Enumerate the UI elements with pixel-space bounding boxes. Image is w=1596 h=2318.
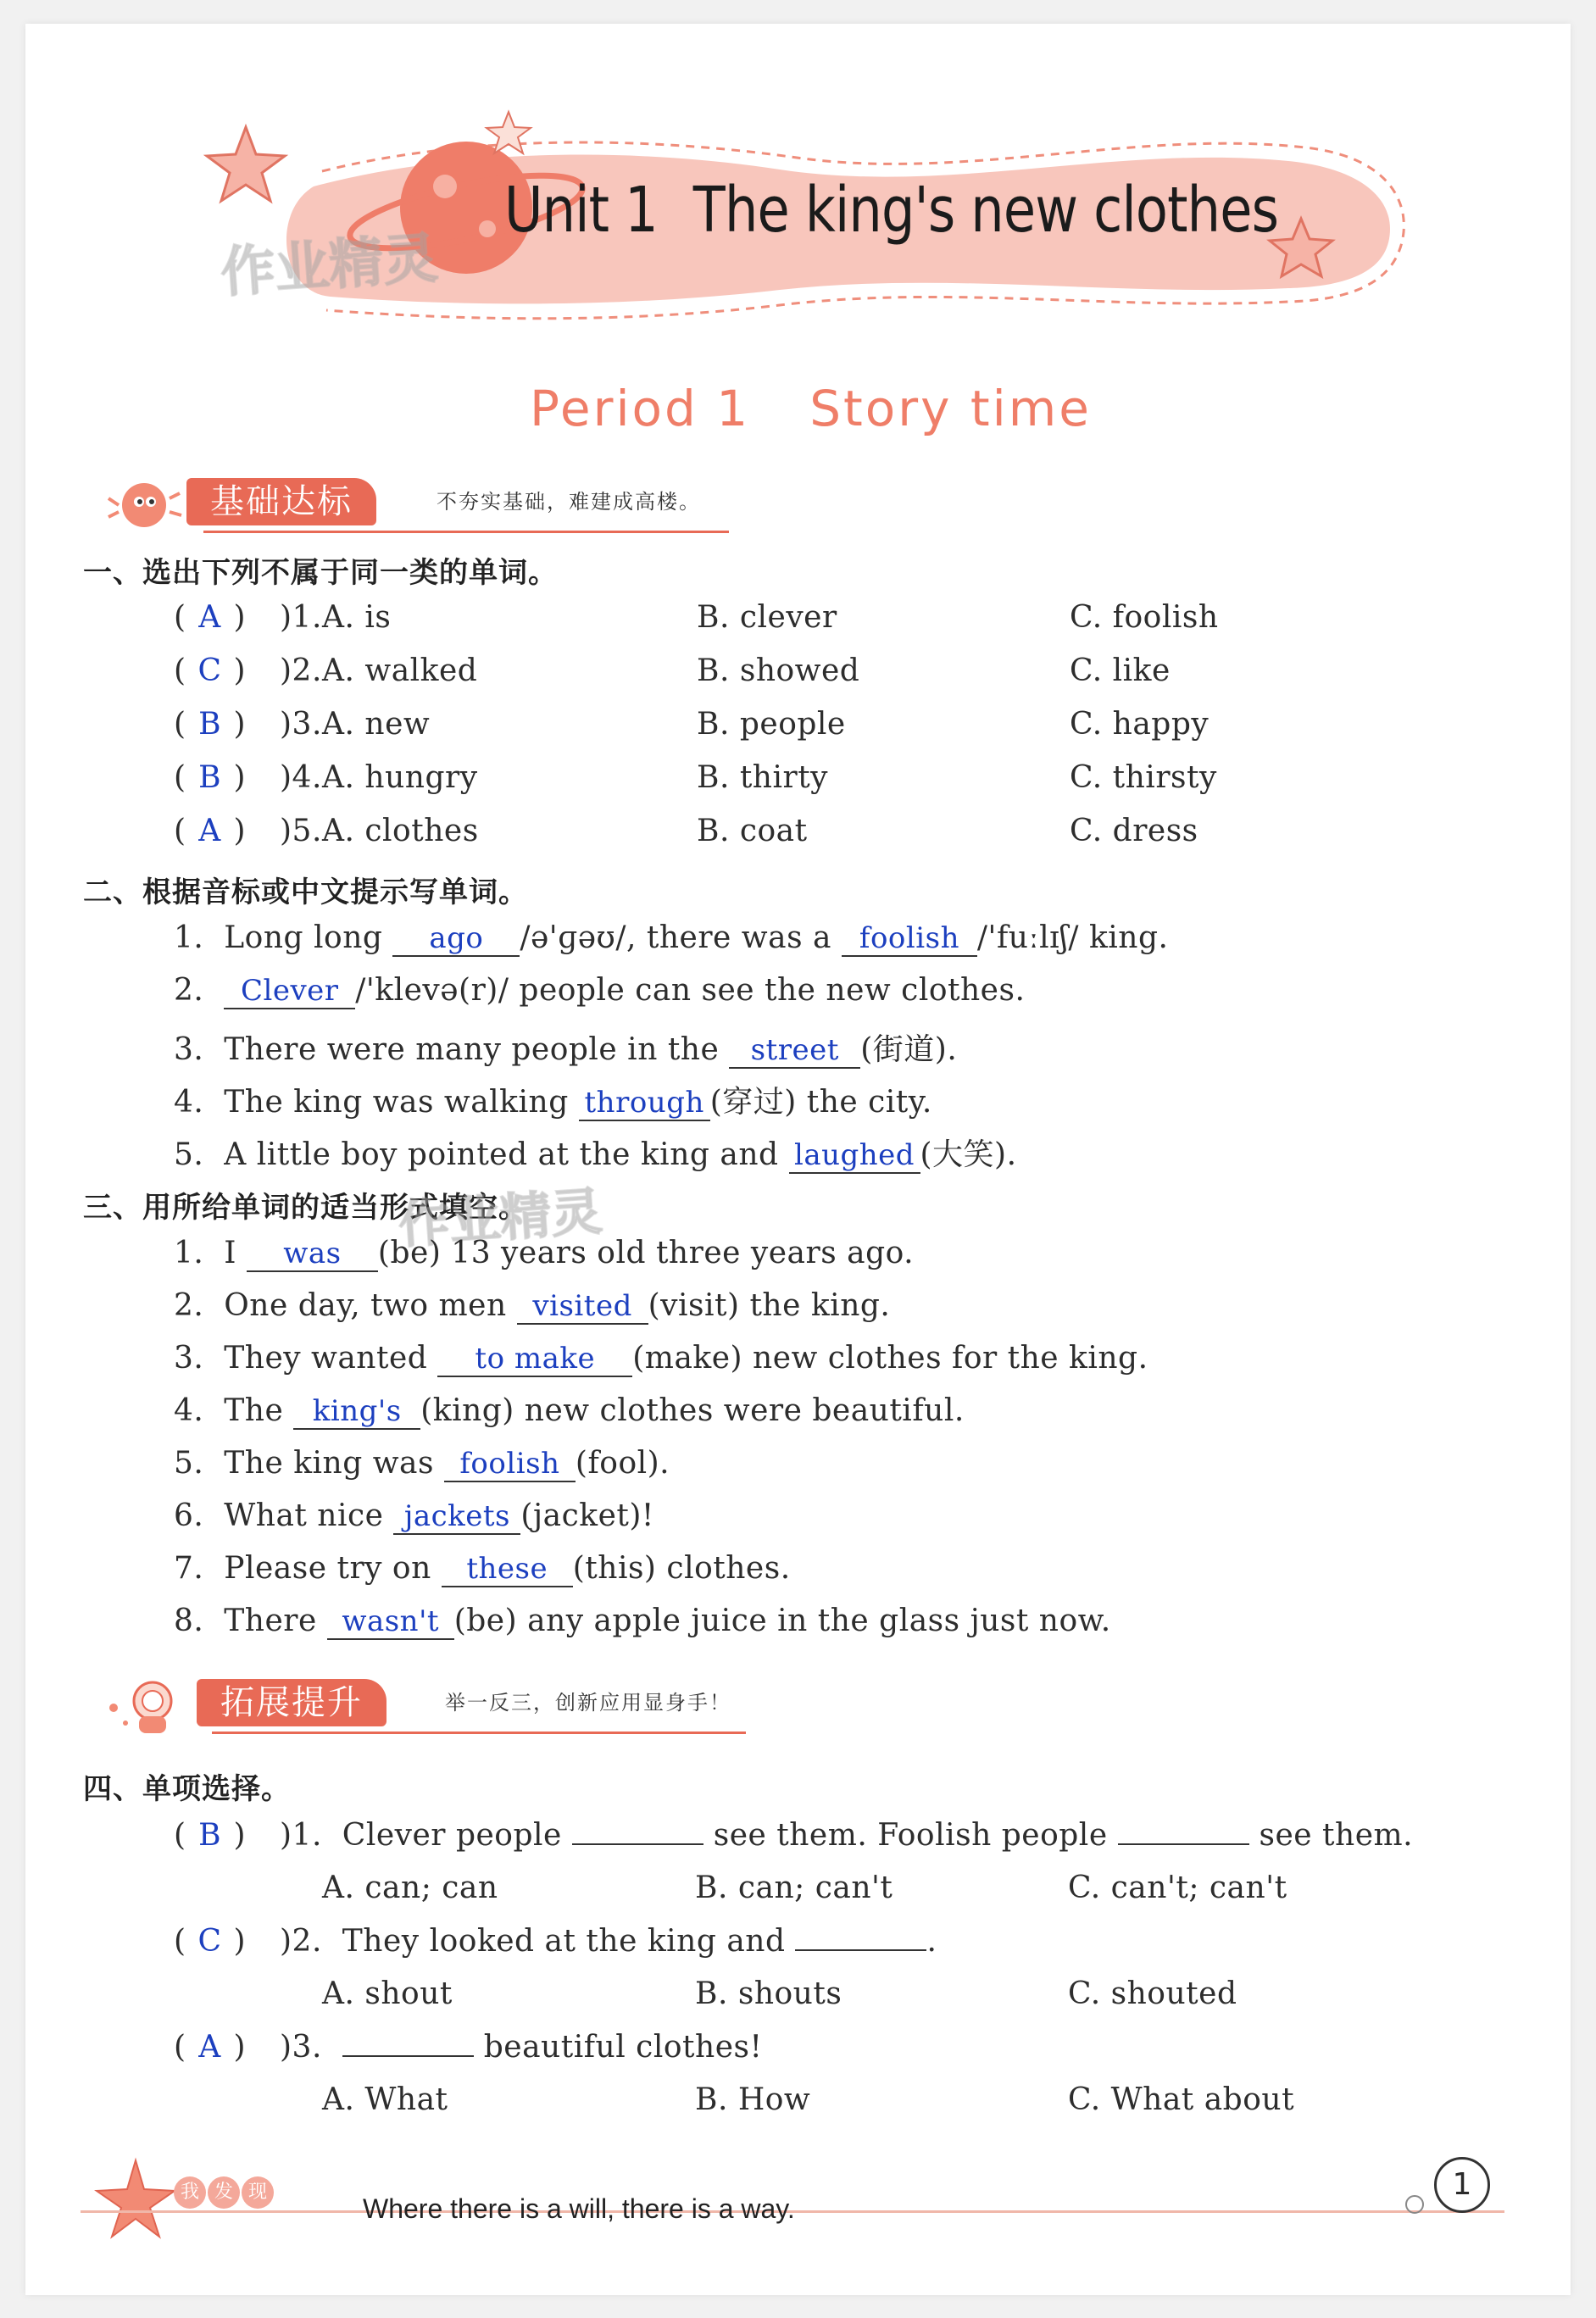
part2-item: 1. Long long ago /ə'ɡəʊ/, there was a foolish /'fuːlɪʃ/ king. [174, 920, 1169, 955]
option-c: C. happy [1070, 707, 1210, 742]
footer-badge: 现 [242, 2176, 274, 2209]
decorative-circle [1405, 2195, 1424, 2214]
part2-item: 2. Clever /'klevə(r)/ people can see the new clothes. [174, 973, 1026, 1008]
astronaut-icon [102, 1674, 195, 1738]
part2-heading: 二、根据音标或中文提示写单词。 [83, 876, 528, 909]
option-a: A. can; can [322, 1871, 498, 1905]
option-c: C. What about [1068, 2082, 1295, 2117]
option-b: B. shouts [695, 1976, 842, 2011]
option-b: B. thirty [697, 760, 829, 795]
answer: B [198, 760, 222, 795]
footer-motto: Where there is a will, there is a way. [363, 2193, 795, 2224]
question-blank [795, 1949, 926, 1951]
item-number: )4. [280, 760, 322, 795]
part3-item: 7. Please try on these (this) clothes. [174, 1551, 791, 1586]
option-b: B. can; can't [695, 1871, 893, 1905]
divider [212, 1732, 746, 1734]
option-c: C. thirsty [1070, 760, 1217, 795]
answer: C [197, 653, 222, 688]
option-c: C. dress [1070, 814, 1198, 848]
part3-heading: 三、用所给单词的适当形式填空。 [83, 1191, 528, 1225]
option-b: B. coat [697, 814, 808, 848]
item-number: )5. [280, 814, 322, 848]
answer-blank: king's [293, 1394, 420, 1430]
starfish-icon [93, 2157, 178, 2242]
answer-blank: foolish [444, 1447, 576, 1482]
question-blank [342, 2055, 474, 2057]
answer-blank: visited [517, 1289, 648, 1325]
answer-blank: laughed [789, 1138, 920, 1174]
part2-item: 5. A little boy pointed at the king and laughed (大笑). [174, 1137, 1017, 1172]
option-b: B. people [697, 707, 846, 742]
option-b: B. showed [697, 653, 860, 688]
answer-blank: was [247, 1237, 378, 1272]
footer-badge: 我 [174, 2176, 206, 2209]
pufferfish-icon [102, 473, 186, 537]
section-motto: 举一反三，创新应用显身手！ [445, 1691, 731, 1715]
answer-blank: through [579, 1086, 710, 1121]
footer-badge: 发 [208, 2176, 240, 2209]
question-blank [572, 1843, 703, 1845]
answer-blank: Clever [224, 974, 355, 1009]
part3-item: 3. They wanted to make (make) new clothes for the king. [174, 1341, 1148, 1376]
item-number: )2. [280, 653, 322, 688]
answer-blank: jackets [393, 1499, 520, 1535]
part3-item: 5. The king was foolish (fool). [174, 1446, 670, 1481]
section-tag-basic [102, 473, 746, 537]
answer: B [198, 1818, 222, 1853]
answer-blank: wasn't [327, 1604, 454, 1640]
unit-title: Unit 1 The king's new clothes [504, 174, 1279, 247]
option-a: A. What [322, 2082, 448, 2117]
divider [203, 531, 729, 533]
section-tag-label: 基础达标 [186, 478, 376, 525]
option-a: A. new [322, 707, 431, 742]
option-a: A. clothes [322, 814, 479, 848]
watermark: 作业精灵 [397, 1181, 604, 1256]
footer-badges [174, 2176, 275, 2209]
option-a: A. is [322, 600, 392, 635]
section-tag-label: 拓展提升 [197, 1679, 386, 1726]
section-tag-extend [102, 1674, 763, 1738]
answer: C [197, 1924, 222, 1959]
watermark: 作业精灵 [219, 227, 440, 305]
answer-blank: foolish [842, 921, 977, 957]
part2-item: 4. The king was walking through (穿过) the city. [174, 1085, 932, 1120]
page-number: 1 [1434, 2157, 1490, 2213]
section-motto: 不夯实基础，难建成高楼。 [437, 490, 701, 514]
part3-item: 2. One day, two men visited (visit) the king. [174, 1288, 891, 1323]
part2-item: 3. There were many people in the street (街道). [174, 1032, 958, 1067]
option-a: A. shout [322, 1976, 453, 2011]
answer: A [198, 814, 221, 848]
question-blank [1118, 1843, 1249, 1845]
answer: A [198, 2030, 221, 2065]
part3-item: 1. I was (be) 13 years old three years ago. [174, 1236, 915, 1270]
period-title: Period 1 Story time [530, 380, 1092, 437]
answer-blank: street [729, 1033, 860, 1069]
option-c: C. foolish [1070, 600, 1219, 635]
part4-heading: 四、单项选择。 [83, 1772, 291, 1806]
answer: A [198, 600, 221, 635]
option-c: C. can't; can't [1068, 1871, 1287, 1905]
answer-blank: to make [437, 1342, 632, 1377]
item-number: )1. [280, 600, 322, 635]
item-number: )3. [280, 707, 322, 742]
option-c: C. like [1070, 653, 1171, 688]
option-b: B. How [695, 2082, 811, 2117]
part3-item: 4. The king's (king) new clothes were beautiful. [174, 1393, 965, 1428]
part1-heading: 一、选出下列不属于同一类的单词。 [83, 556, 558, 590]
option-c: C. shouted [1068, 1976, 1237, 2011]
answer-blank: these [442, 1552, 573, 1587]
option-b: B. clever [697, 600, 837, 635]
answer-blank: ago [392, 921, 520, 957]
part3-item: 8. There wasn't (be) any apple juice in the glass just now. [174, 1604, 1111, 1638]
part3-item: 6. What nice jackets (jacket)! [174, 1498, 654, 1533]
answer: B [198, 707, 222, 742]
option-a: A. walked [322, 653, 478, 688]
option-a: A. hungry [322, 760, 478, 795]
